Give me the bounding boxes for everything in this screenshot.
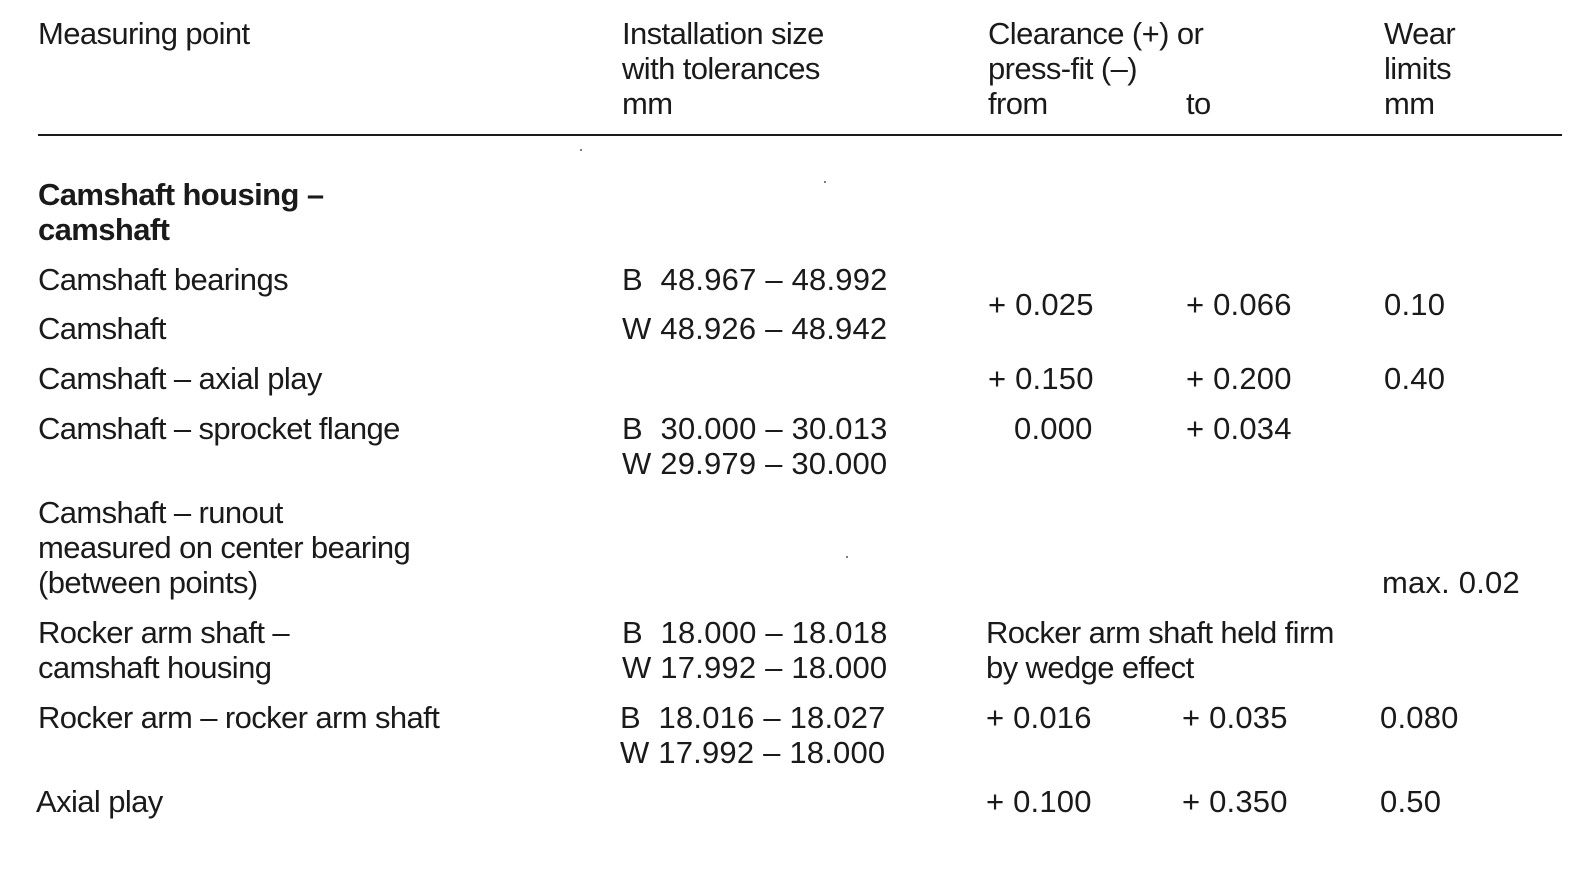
- row-clearance-to: + 0.200: [1186, 361, 1292, 396]
- header-measuring-point: Measuring point: [38, 16, 250, 51]
- row-installation-size: B 30.000 – 30.013 W 29.979 – 30.000: [622, 411, 888, 481]
- header-to: to: [1186, 86, 1211, 121]
- row-clearance-from: + 0.016: [986, 700, 1092, 735]
- scan-speck: [846, 556, 848, 558]
- header-installation-size: Installation size with tolerances mm: [622, 16, 824, 121]
- row-clearance-from: 0.000: [1014, 411, 1093, 446]
- row-installation-size: W 48.926 – 48.942: [622, 311, 888, 346]
- row-label: Camshaft: [38, 311, 166, 346]
- row-label: Rocker arm – rocker arm shaft: [38, 700, 440, 735]
- row-clearance-from: + 0.100: [986, 784, 1092, 819]
- row-wear-limit: 0.10: [1384, 287, 1446, 322]
- row-label: Camshaft – axial play: [38, 361, 322, 396]
- section-title: Camshaft housing – camshaft: [38, 177, 324, 247]
- scan-speck: [580, 149, 582, 151]
- row-clearance-from: + 0.025: [988, 287, 1094, 322]
- row-clearance-to: + 0.034: [1186, 411, 1292, 446]
- row-clearance-to: + 0.066: [1186, 287, 1292, 322]
- row-installation-size: B 18.000 – 18.018 W 17.992 – 18.000: [622, 615, 888, 685]
- row-wear-limit: 0.080: [1380, 700, 1459, 735]
- header-clearance: Clearance (+) or press-fit (–): [988, 16, 1204, 86]
- scan-speck: [824, 181, 826, 183]
- row-label: Rocker arm shaft – camshaft housing: [38, 615, 290, 685]
- row-label: Camshaft – runout measured on center bearing (between points): [38, 495, 411, 600]
- row-installation-size: B 18.016 – 18.027 W 17.992 – 18.000: [620, 700, 886, 770]
- row-note: Rocker arm shaft held firm by wedge effect: [986, 615, 1334, 685]
- header-wear-limits: Wear limits mm: [1384, 16, 1456, 121]
- row-clearance-from: + 0.150: [988, 361, 1094, 396]
- row-installation-size: B 48.967 – 48.992: [622, 262, 888, 297]
- row-wear-limit: max. 0.02: [1382, 565, 1520, 600]
- row-clearance-to: + 0.035: [1182, 700, 1288, 735]
- header-divider: [38, 134, 1562, 136]
- header-from: from: [988, 86, 1048, 121]
- row-label: Camshaft – sprocket flange: [38, 411, 400, 446]
- row-label: Axial play: [36, 784, 163, 819]
- row-clearance-to: + 0.350: [1182, 784, 1288, 819]
- row-wear-limit: 0.40: [1384, 361, 1446, 396]
- row-label: Camshaft bearings: [38, 262, 288, 297]
- row-wear-limit: 0.50: [1380, 784, 1442, 819]
